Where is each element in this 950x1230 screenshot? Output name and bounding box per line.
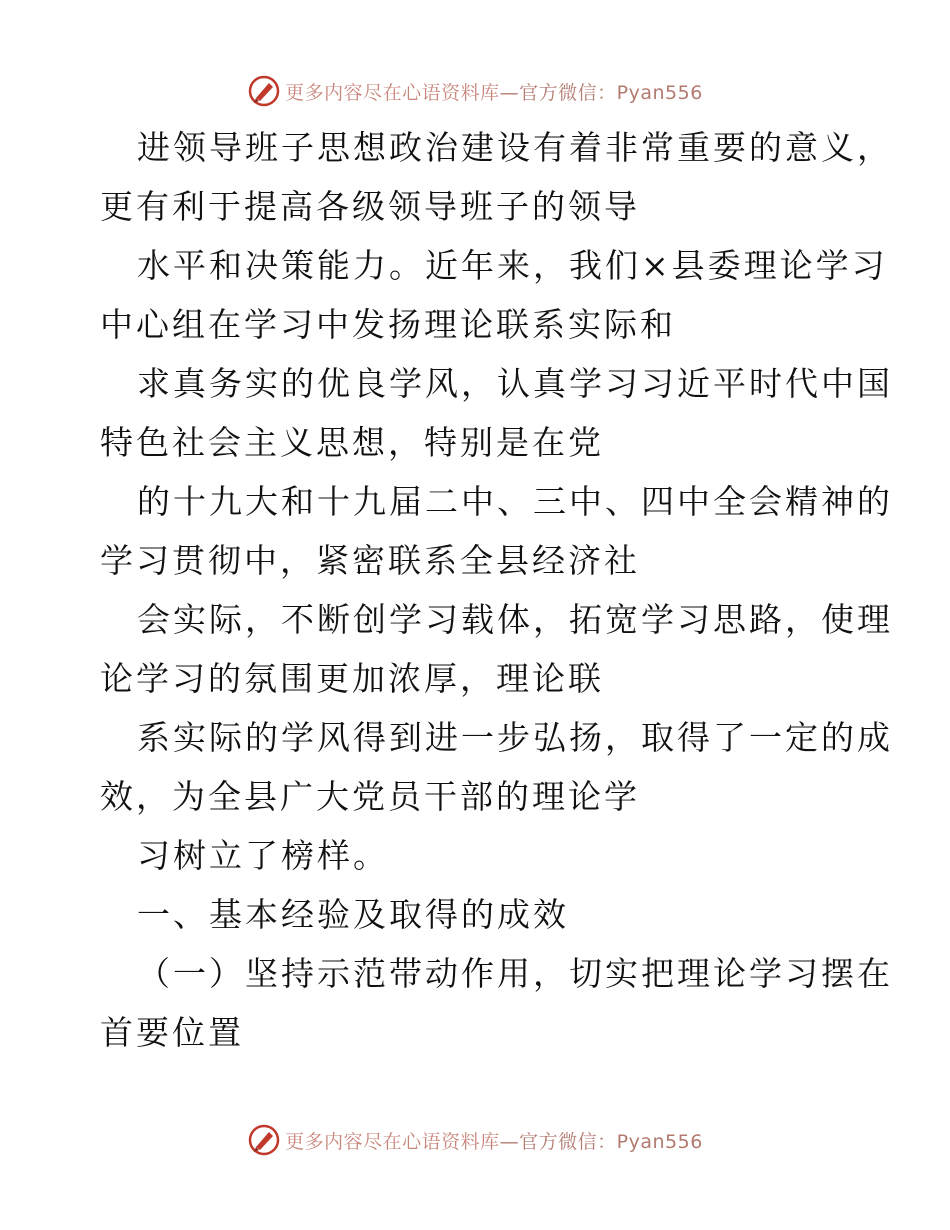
body-line: 水平和决策能力。近年来，我们×县委理论学习 — [137, 246, 888, 285]
banner-wechat-text: —官方微信：Pyan556 — [499, 1130, 703, 1153]
body-line: 求真务实的优良学风，认真学习习近平时代中国 — [137, 364, 893, 403]
header-banner — [0, 71, 950, 111]
banner-brand-text: 更多内容尽在心语资料库 — [285, 81, 500, 104]
body-line: 学习贯彻中，紧密联系全县经济社 — [100, 541, 640, 580]
pen-logo-icon — [247, 74, 281, 108]
body-line: 习树立了榜样。 — [137, 836, 389, 875]
section-heading: 一、基本经验及取得的成效 — [137, 895, 569, 934]
body-line: 会实际，不断创学习载体，拓宽学习思路，使理 — [137, 600, 893, 639]
body-line: 进领导班子思想政治建设有着非常重要的意义， — [137, 128, 893, 167]
body-line: 中心组在学习中发扬理论联系实际和 — [100, 305, 676, 344]
subsection-heading: （一）坚持示范带动作用，切实把理论学习摆在 — [137, 954, 893, 993]
banner-wechat-text: —官方微信：Pyan556 — [499, 81, 703, 104]
body-line: 特色社会主义思想，特别是在党 — [100, 423, 604, 462]
footer-banner — [0, 1120, 950, 1160]
body-line: 的十九大和十九届二中、三中、四中全会精神的 — [137, 482, 893, 521]
banner-brand-text: 更多内容尽在心语资料库 — [285, 1130, 500, 1153]
body-line: 效，为全县广大党员干部的理论学 — [100, 777, 640, 816]
body-line: 系实际的学风得到进一步弘扬，取得了一定的成 — [137, 718, 893, 757]
document-body — [100, 118, 893, 1062]
body-line: 首要位置 — [100, 1013, 244, 1052]
body-line: 更有利于提高各级领导班子的领导 — [100, 187, 640, 226]
body-line: 论学习的氛围更加浓厚，理论联 — [100, 659, 604, 698]
pen-logo-icon — [247, 1123, 281, 1157]
